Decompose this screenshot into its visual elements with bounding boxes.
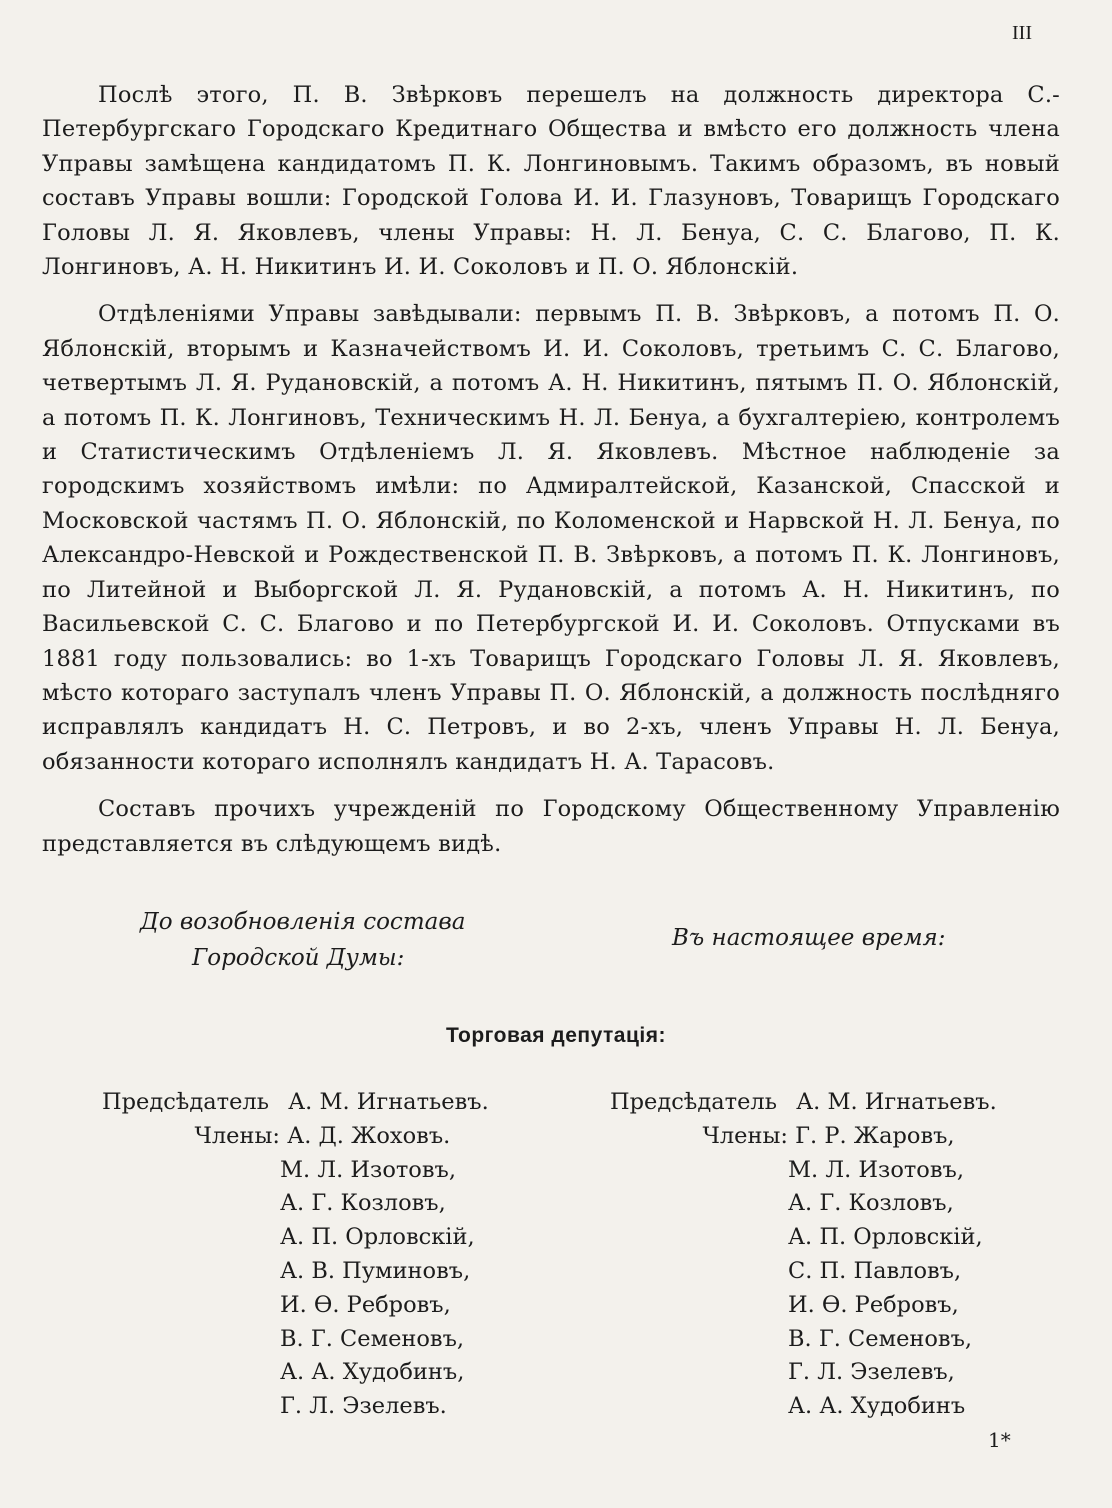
chairman-name: А. М. Игнатьевъ.	[288, 1089, 489, 1115]
section-title: Торговая депутація:	[446, 1024, 666, 1047]
member-name: А. В. Пуминовъ,	[280, 1257, 471, 1284]
heading-left-line1: До возобновленія состава	[140, 909, 466, 935]
member-row	[102, 1356, 489, 1390]
body-text	[42, 78, 1060, 874]
member-name: В. Г. Семеновъ,	[788, 1325, 973, 1352]
right-column	[610, 1086, 997, 1424]
member-row	[610, 1289, 997, 1323]
member-row	[102, 1221, 489, 1255]
left-column	[102, 1086, 489, 1424]
member-row	[610, 1255, 997, 1289]
member-name: Г. Л. Эзелевъ.	[280, 1393, 447, 1420]
member-name: А. Г. Козловъ,	[788, 1190, 954, 1217]
member-row	[102, 1154, 489, 1188]
member-name: А. Д. Жоховъ.	[287, 1122, 451, 1149]
paragraph: Отдѣленіями Управы завѣдывали: первымъ П. В. Звѣрковъ, а потомъ П. О. Яблонскій, вторымъ и Казначействомъ И. И. Соколовъ, третьимъ С. С. Благово, четвертымъ Л. Я. Рудановскій, а потомъ А. Н. Никитинъ, пятымъ П. О. Яблонскій, а потомъ П. К. Лонгиновъ, Техническимъ Н. Л. Бенуа, а бухгалтеріею, контролемъ и Статистическимъ Отдѣленіемъ Л. Я. Яковлевъ. Мѣстное наблюденіе за городскимъ хозяйствомъ имѣли: по Адмиралтейской, Казанской, Спасской и Московской частямъ П. О. Яблонскій, по Коломенской и Нарвской Н. Л. Бенуа, по Александро-Невской и Рождественской П. В. Звѣрковъ, а потомъ П. К. Лонгиновъ, по Литейной и Выборгской Л. Я. Рудановскій, а потомъ А. Н. Никитинъ, по Васильевской С. С. Благово и по Петербургской И. И. Соколовъ. Отпусками въ 1881 году пользовались: во 1-хъ Товарищъ Городскаго Головы Л. Я. Яковлевъ, мѣсто котораго заступалъ членъ Управы П. О. Яблонскій, а должность послѣдняго исправлялъ кандидатъ Н. С. Петровъ, и во 2-хъ, членъ Управы Н. Л. Бенуа, обязанности котораго исполнялъ кандидатъ Н. А. Тарасовъ.	[42, 301, 1060, 775]
member-row	[610, 1221, 997, 1255]
member-row	[102, 1255, 489, 1289]
member-row	[610, 1390, 997, 1424]
member-name: И. Ѳ. Ребровъ,	[280, 1291, 451, 1318]
heading-present-time: Въ настоящее время:	[672, 925, 946, 951]
member-row	[610, 1120, 997, 1154]
paragraph: Послѣ этого, П. В. Звѣрковъ перешелъ на должность директора С.-Петербургскаго Городскаго Кредитнаго Общества и вмѣсто его должность члена Управы замѣщена кандидатомъ П. К. Лонгиновымъ. Такимъ образомъ, въ новый составъ Управы вошли: Городской Голова И. И. Глазуновъ, Товарищъ Городскаго Головы Л. Я. Яковлевъ, члены Управы: Н. Л. Бенуа, С. С. Благово, П. К. Лонгиновъ, А. Н. Никитинъ И. И. Соколовъ и П. О. Яблонскій.	[42, 82, 1060, 281]
member-row	[610, 1154, 997, 1188]
members-label: Члены:	[702, 1122, 788, 1149]
member-name: Г. Р. Жаровъ,	[795, 1122, 955, 1149]
member-name: А. Г. Козловъ,	[280, 1190, 446, 1217]
member-name: М. Л. Изотовъ,	[280, 1156, 456, 1183]
chairman-row	[610, 1086, 997, 1120]
chairman-row	[102, 1086, 489, 1120]
member-row	[102, 1323, 489, 1357]
chairman-name: А. М. Игнатьевъ.	[796, 1089, 997, 1115]
member-name: И. Ѳ. Ребровъ,	[788, 1291, 959, 1318]
member-row	[102, 1120, 489, 1154]
heading-left-line2: Городской Думы:	[192, 945, 405, 971]
member-row	[610, 1187, 997, 1221]
member-name: Г. Л. Эзелевъ,	[788, 1359, 955, 1386]
column-headings	[0, 904, 1112, 984]
member-name: А. А. Худобинъ	[788, 1393, 966, 1420]
member-name: С. П. Павловъ,	[788, 1257, 962, 1284]
page-number: III	[1012, 22, 1032, 44]
member-name: М. Л. Изотовъ,	[788, 1156, 964, 1183]
signature-mark: 1*	[988, 1428, 1011, 1452]
member-row	[610, 1323, 997, 1357]
member-name: А. П. Орловскій,	[788, 1224, 983, 1251]
member-row	[102, 1390, 489, 1424]
heading-before-renewal	[140, 904, 470, 976]
member-name: А. П. Орловскій,	[280, 1224, 475, 1251]
member-row	[102, 1187, 489, 1221]
paragraph: Составъ прочихъ учрежденій по Городскому Общественному Управленію представляется въ слѣдующемъ видѣ.	[42, 796, 1060, 857]
members-label: Члены:	[194, 1122, 280, 1149]
member-row	[610, 1356, 997, 1390]
member-name: В. Г. Семеновъ,	[280, 1325, 465, 1352]
chairman-label: Предсѣдатель	[102, 1089, 269, 1115]
member-row	[102, 1289, 489, 1323]
chairman-label: Предсѣдатель	[610, 1089, 777, 1115]
member-name: А. А. Худобинъ,	[280, 1359, 465, 1386]
